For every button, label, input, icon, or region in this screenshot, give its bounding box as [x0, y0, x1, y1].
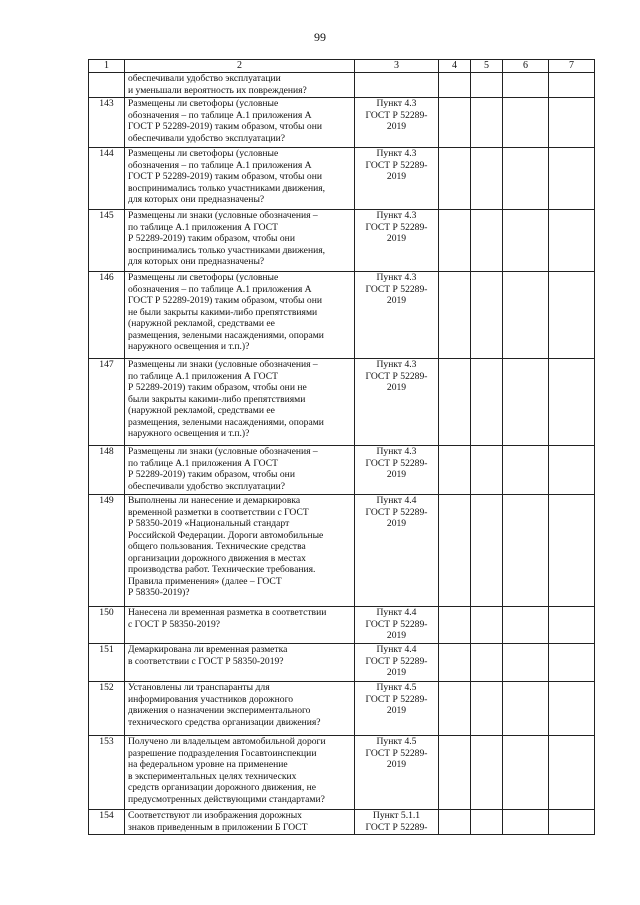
question-text: Размещены ли знаки (условные обозначения – по таблице А.1 приложения А ГОСТ Р 52289-2019) таким образом, чтобы они обеспечивали удобство эксплуатации?: [125, 446, 355, 495]
row-number: 148: [89, 446, 125, 495]
reference: Пункт 4.3 ГОСТ Р 52289- 2019: [355, 148, 439, 210]
row-number: 154: [89, 810, 125, 835]
answer-cell[interactable]: [549, 607, 595, 644]
question-text: Размещены ли светофоры (условные обозначения – по таблице А.1 приложения А ГОСТ Р 52289-2019) таким образом, чтобы они не были закрыты какими-либо препятствиями (наружной рекламой, средствами ее размещения, зелеными насаждениями, опорами наружного освещения и т.п.)?: [125, 272, 355, 359]
answer-cell[interactable]: [439, 359, 471, 446]
table-row: [89, 607, 595, 644]
reference: Пункт 4.3 ГОСТ Р 52289- 2019: [355, 272, 439, 359]
question-text: обеспечивали удобство эксплуатации и уменьшали вероятность их повреждения?: [125, 73, 355, 98]
answer-cell[interactable]: [549, 73, 595, 98]
row-number: 144: [89, 148, 125, 210]
answer-cell[interactable]: [549, 736, 595, 810]
answer-cell[interactable]: [471, 682, 503, 736]
checklist-table: [88, 59, 595, 835]
answer-cell[interactable]: [549, 644, 595, 682]
row-number: 152: [89, 682, 125, 736]
answer-cell[interactable]: [503, 736, 549, 810]
reference: Пункт 4.4 ГОСТ Р 52289- 2019: [355, 495, 439, 607]
reference: Пункт 4.5 ГОСТ Р 52289- 2019: [355, 736, 439, 810]
col-header-1: 1: [89, 60, 125, 73]
reference: Пункт 4.3 ГОСТ Р 52289- 2019: [355, 446, 439, 495]
answer-cell[interactable]: [471, 210, 503, 272]
table-row: [89, 73, 595, 98]
col-header-7: 7: [549, 60, 595, 73]
answer-cell[interactable]: [503, 272, 549, 359]
answer-cell[interactable]: [549, 359, 595, 446]
row-number: 151: [89, 644, 125, 682]
answer-cell[interactable]: [503, 446, 549, 495]
col-header-4: 4: [439, 60, 471, 73]
reference: Пункт 4.5 ГОСТ Р 52289- 2019: [355, 682, 439, 736]
answer-cell[interactable]: [439, 98, 471, 148]
answer-cell[interactable]: [549, 495, 595, 607]
answer-cell[interactable]: [439, 810, 471, 835]
reference: Пункт 4.3 ГОСТ Р 52289- 2019: [355, 359, 439, 446]
col-header-2: 2: [125, 60, 355, 73]
answer-cell[interactable]: [503, 644, 549, 682]
question-text: Нанесена ли временная разметка в соответствии с ГОСТ Р 58350-2019?: [125, 607, 355, 644]
answer-cell[interactable]: [549, 148, 595, 210]
answer-cell[interactable]: [549, 210, 595, 272]
question-text: Размещены ли знаки (условные обозначения – по таблице А.1 приложения А ГОСТ Р 52289-2019) таким образом, чтобы они не были закрыты какими-либо препятствиями (наружной рекламой, средствами ее размещения, зелеными насаждениями, опорами наружного освещения и т.п.)?: [125, 359, 355, 446]
answer-cell[interactable]: [471, 359, 503, 446]
reference: Пункт 4.4 ГОСТ Р 52289- 2019: [355, 607, 439, 644]
row-number: 143: [89, 98, 125, 148]
table-row: [89, 98, 595, 148]
answer-cell[interactable]: [503, 495, 549, 607]
table-row: [89, 210, 595, 272]
reference: [355, 73, 439, 98]
question-text: Размещены ли знаки (условные обозначения – по таблице А.1 приложения А ГОСТ Р 52289-2019) таким образом, чтобы они воспринимались только участниками движения, для которых они предназначены?: [125, 210, 355, 272]
answer-cell[interactable]: [439, 210, 471, 272]
question-text: Размещены ли светофоры (условные обозначения – по таблице А.1 приложения А ГОСТ Р 52289-2019) таким образом, чтобы они воспринимались только участниками движения, для которых они предназначены?: [125, 148, 355, 210]
row-number: 147: [89, 359, 125, 446]
answer-cell[interactable]: [549, 682, 595, 736]
reference: Пункт 4.3 ГОСТ Р 52289- 2019: [355, 98, 439, 148]
row-number: 150: [89, 607, 125, 644]
answer-cell[interactable]: [439, 644, 471, 682]
table-row: [89, 495, 595, 607]
row-number: 149: [89, 495, 125, 607]
question-text: Выполнены ли нанесение и демаркировка временной разметки в соответствии с ГОСТ Р 58350-2019 «Национальный стандарт Российской Федерации. Дороги автомобильные общего пользования. Технические средства организации дорожного движения в местах производства работ. Технические требования. Правила применения» (далее – ГОСТ Р 58350-2019)?: [125, 495, 355, 607]
table-row: [89, 810, 595, 835]
answer-cell[interactable]: [503, 607, 549, 644]
answer-cell[interactable]: [471, 644, 503, 682]
answer-cell[interactable]: [503, 359, 549, 446]
table-row: [89, 644, 595, 682]
answer-cell[interactable]: [471, 98, 503, 148]
row-number: [89, 73, 125, 98]
question-text: Соответствуют ли изображения дорожных знаков приведенным в приложении Б ГОСТ: [125, 810, 355, 835]
answer-cell[interactable]: [549, 98, 595, 148]
answer-cell[interactable]: [439, 446, 471, 495]
answer-cell[interactable]: [549, 810, 595, 835]
row-number: 146: [89, 272, 125, 359]
table-row: [89, 148, 595, 210]
page-number: 99: [314, 30, 326, 44]
answer-cell[interactable]: [471, 736, 503, 810]
question-text: Размещены ли светофоры (условные обозначения – по таблице А.1 приложения А ГОСТ Р 52289-2019) таким образом, чтобы они обеспечивали удобство эксплуатации?: [125, 98, 355, 148]
answer-cell[interactable]: [503, 148, 549, 210]
answer-cell[interactable]: [439, 736, 471, 810]
col-header-5: 5: [471, 60, 503, 73]
answer-cell[interactable]: [503, 682, 549, 736]
question-text: Получено ли владельцем автомобильной дороги разрешение подразделения Госавтоинспекции на федеральном уровне на применение в экспериментальных целях технических средств организации дорожного движения, не предусмотренных действующими стандартами?: [125, 736, 355, 810]
row-number: 145: [89, 210, 125, 272]
answer-cell[interactable]: [439, 73, 471, 98]
col-header-6: 6: [503, 60, 549, 73]
answer-cell[interactable]: [471, 810, 503, 835]
answer-cell[interactable]: [549, 272, 595, 359]
answer-cell[interactable]: [503, 73, 549, 98]
reference: Пункт 5.1.1 ГОСТ Р 52289-: [355, 810, 439, 835]
header-row: [89, 60, 595, 73]
answer-cell[interactable]: [503, 98, 549, 148]
answer-cell[interactable]: [549, 446, 595, 495]
answer-cell[interactable]: [439, 148, 471, 210]
question-text: Демаркирована ли временная разметка в соответствии с ГОСТ Р 58350-2019?: [125, 644, 355, 682]
answer-cell[interactable]: [471, 73, 503, 98]
reference: Пункт 4.3 ГОСТ Р 52289- 2019: [355, 210, 439, 272]
table-row: [89, 272, 595, 359]
answer-cell[interactable]: [471, 272, 503, 359]
answer-cell[interactable]: [471, 495, 503, 607]
answer-cell[interactable]: [439, 682, 471, 736]
col-header-3: 3: [355, 60, 439, 73]
answer-cell[interactable]: [503, 210, 549, 272]
answer-cell[interactable]: [439, 495, 471, 607]
answer-cell[interactable]: [471, 148, 503, 210]
answer-cell[interactable]: [439, 272, 471, 359]
question-text: Установлены ли транспаранты для информирования участников дорожного движения о назначении экспериментального технического средства организации движения?: [125, 682, 355, 736]
table-row: [89, 682, 595, 736]
answer-cell[interactable]: [503, 810, 549, 835]
table-row: [89, 446, 595, 495]
table-row: [89, 736, 595, 810]
answer-cell[interactable]: [471, 607, 503, 644]
answer-cell[interactable]: [439, 607, 471, 644]
reference: Пункт 4.4 ГОСТ Р 52289- 2019: [355, 644, 439, 682]
answer-cell[interactable]: [471, 446, 503, 495]
row-number: 153: [89, 736, 125, 810]
table-row: [89, 359, 595, 446]
